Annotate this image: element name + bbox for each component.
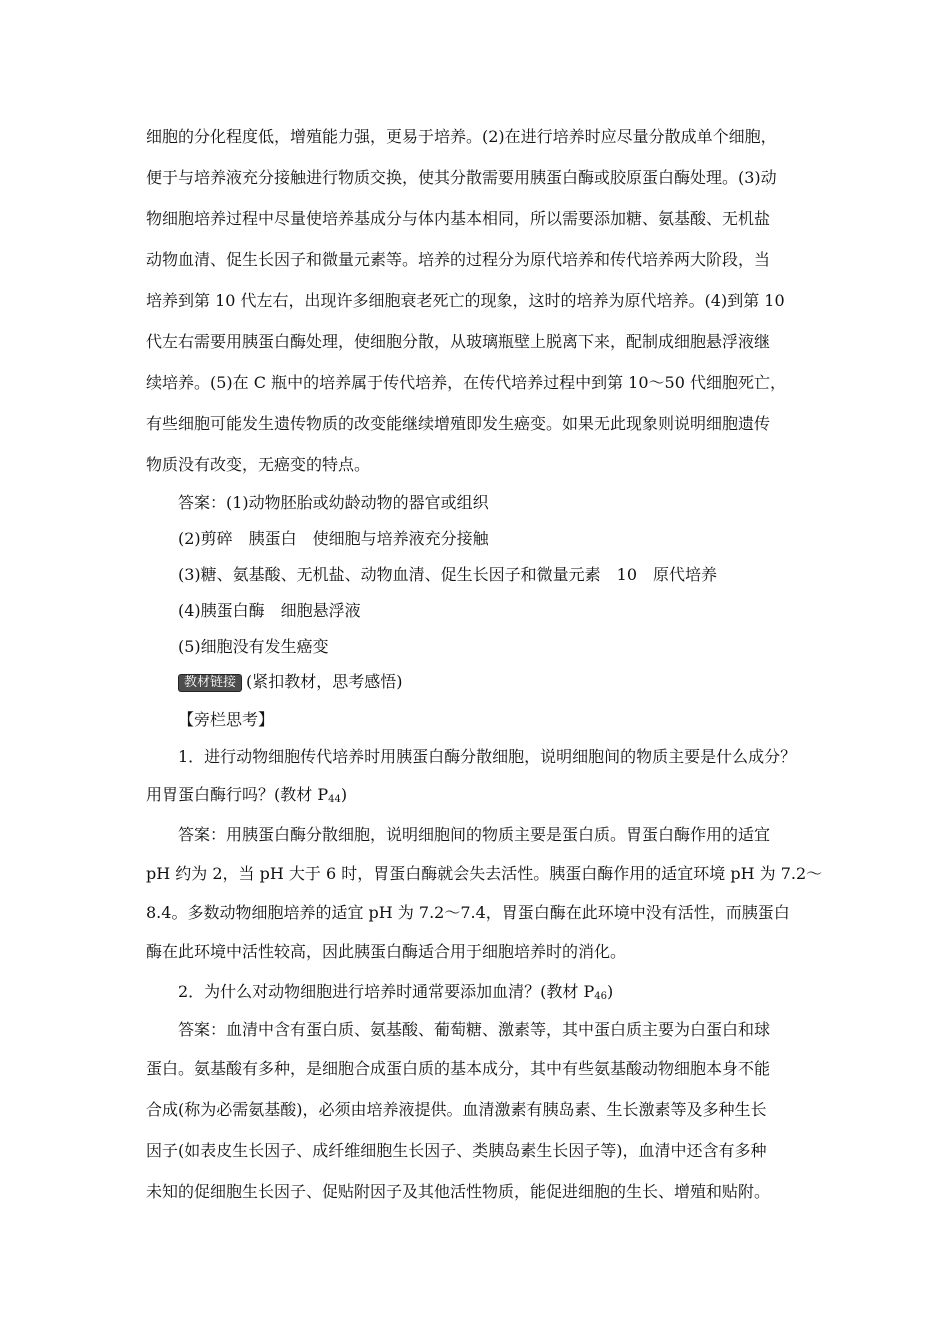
question-1-line — [146, 785, 347, 810]
answer-line: 答案：(1)动物胚胎或幼龄动物的器官或组织 — [178, 493, 489, 512]
answer-1-line: 酶在此环境中活性较高，因此胰蛋白酶适合用于细胞培养时的消化。 — [146, 942, 627, 961]
textbook-link-line — [178, 672, 403, 692]
question-2-line — [178, 982, 613, 1007]
answer-1-line: 8.4。多数动物细胞培养的适宜 pH 为 7.2～7.4，胃蛋白酶在此环境中没有活性，而胰蛋白 — [146, 903, 790, 922]
answer-1-line: 答案：用胰蛋白酶分散细胞，说明细胞间的物质主要是蛋白质。胃蛋白酶作用的适宜 — [178, 825, 771, 844]
question-2-close: ) — [607, 982, 614, 1001]
answer-1-line: pH 约为 2，当 pH 大于 6 时，胃蛋白酶就会失去活性。胰蛋白酶作用的适宜环境 pH 为 7.2～ — [146, 864, 823, 883]
textbook-link-note: (紧扣教材，思考感悟) — [246, 672, 403, 691]
paragraph-line: 物细胞培养过程中尽量使培养基成分与体内基本相同，所以需要添加糖、氨基酸、无机盐 — [146, 209, 771, 228]
question-2-text: 2．为什么对动物细胞进行培养时通常要添加血清？(教材 P — [178, 982, 595, 1001]
question-1-line: 1．进行动物细胞传代培养时用胰蛋白酶分散细胞，说明细胞间的物质主要是什么成分？ — [178, 747, 797, 766]
section-title: 【旁栏思考】 — [178, 710, 275, 729]
page-ref: 46 — [594, 991, 608, 1002]
paragraph-line: 动物血清、促生长因子和微量元素等。培养的过程分为原代培养和传代培养两大阶段，当 — [146, 250, 771, 269]
answer-line: (4)胰蛋白酶 细胞悬浮液 — [178, 601, 361, 620]
answer-2-line: 合成(称为必需氨基酸)，必须由培养液提供。血清激素有胰岛素、生长激素等及多种生长 — [146, 1100, 767, 1119]
paragraph-line: 便于与培养液充分接触进行物质交换，使其分散需要用胰蛋白酶或胶原蛋白酶处理。(3)动 — [146, 168, 777, 187]
paragraph-line: 有些细胞可能发生遗传物质的改变能继续增殖即发生癌变。如果无此现象则说明细胞遗传 — [146, 414, 771, 433]
question-1-close: ) — [340, 785, 348, 804]
page-ref: 44 — [328, 794, 341, 805]
answer-2-line: 蛋白。氨基酸有多种，是细胞合成蛋白质的基本成分，其中有些氨基酸动物细胞本身不能 — [146, 1059, 771, 1078]
paragraph-line: 细胞的分化程度低，增殖能力强，更易于培养。(2)在进行培养时应尽量分散成单个细胞， — [146, 127, 777, 146]
paragraph-line: 物质没有改变，无癌变的特点。 — [146, 455, 371, 474]
answer-2-line: 答案：血清中含有蛋白质、氨基酸、葡萄糖、激素等，其中蛋白质主要为白蛋白和球 — [178, 1020, 771, 1039]
paragraph-line: 续培养。(5)在 C 瓶中的培养属于传代培养，在传代培养过程中到第 10～50 代细胞死亡， — [146, 373, 786, 392]
paragraph-line: 代左右需要用胰蛋白酶处理，使细胞分散，从玻璃瓶壁上脱离下来，配制成细胞悬浮液继 — [146, 332, 771, 351]
answer-2-line: 因子(如表皮生长因子、成纤维细胞生长因子、类胰岛素生长因子等)，血清中还含有多种 — [146, 1141, 767, 1160]
answer-line: (2)剪碎 胰蛋白 使细胞与培养液充分接触 — [178, 529, 489, 548]
answer-line: (5)细胞没有发生癌变 — [178, 637, 329, 656]
question-1-text: 用胃蛋白酶行吗？(教材 P — [146, 785, 329, 804]
textbook-link-badge: 教材链接 — [178, 674, 242, 692]
paragraph-line: 培养到第 10 代左右，出现许多细胞衰老死亡的现象，这时的培养为原代培养。(4)到第 10 — [146, 291, 785, 310]
answer-line: (3)糖、氨基酸、无机盐、动物血清、促生长因子和微量元素 10 原代培养 — [178, 565, 718, 584]
answer-2-line: 未知的促细胞生长因子、促贴附因子及其他活性物质，能促进细胞的生长、增殖和贴附。 — [146, 1182, 771, 1201]
